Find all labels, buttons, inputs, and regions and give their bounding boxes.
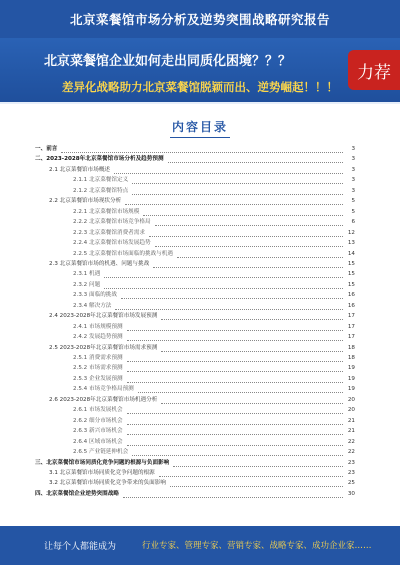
toc-entry[interactable]: [35, 167, 355, 174]
toc-dot-leader: [127, 441, 343, 446]
toc-dot-leader: [127, 430, 343, 435]
toc-entry[interactable]: [35, 146, 355, 153]
toc-entry-label: 2.6.3 新兴市场机会: [73, 428, 123, 435]
toc-dot-leader: [127, 367, 343, 372]
toc-entry[interactable]: [35, 261, 355, 268]
toc-entry-page: 16: [347, 302, 355, 309]
toc-entry-page: 15: [347, 260, 355, 267]
toc-dot-leader: [161, 347, 343, 352]
toc-entry[interactable]: [35, 156, 355, 163]
toc-entry[interactable]: [35, 470, 355, 477]
toc-dot-leader: [127, 326, 343, 331]
toc-entry-page: 15: [347, 271, 355, 278]
toc-entry-label: 四、北京菜餐馆企业逆势突围战略: [35, 490, 119, 497]
toc-entry-label: 三、北京菜餐馆市场同质化竞争问题的根源与负面影响: [35, 459, 170, 466]
toc-entry-page: 22: [347, 449, 355, 456]
toc-dot-leader: [123, 493, 343, 498]
toc-dot-leader: [104, 273, 343, 278]
toc-entry-page: 20: [347, 407, 355, 414]
toc-entry-page: 20: [347, 396, 355, 403]
banner-headline: 北京菜餐馆企业如何走出同质化困境？？？: [44, 54, 292, 69]
toc-entry-label: 2.2.2 北京菜餐馆市场竞争格局: [73, 219, 151, 226]
toc-dot-leader: [170, 482, 343, 487]
toc-entry[interactable]: [35, 271, 355, 278]
toc-entry[interactable]: [35, 449, 355, 456]
toc-entry-page: 14: [347, 250, 355, 257]
toc-dot-leader: [149, 232, 343, 237]
toc-dot-leader: [132, 179, 343, 184]
toc-entry-page: 21: [347, 428, 355, 435]
toc-entry-label: 2.5.3 企业发展预测: [73, 375, 123, 382]
toc-dot-leader: [115, 305, 343, 310]
toc-entry-label: 2.6.4 区域市场机会: [73, 438, 123, 445]
toc-dot-leader: [143, 211, 343, 216]
toc-entry[interactable]: [35, 397, 355, 404]
toc-entry[interactable]: [35, 209, 355, 216]
recommend-badge: 力荐: [348, 50, 400, 90]
toc-entry-page: 21: [347, 417, 355, 424]
toc-dot-leader: [159, 472, 343, 477]
toc-entry-page: 3: [351, 187, 355, 194]
toc-entry-label: 2.2.4 北京菜餐馆市场发展趋势: [73, 240, 151, 247]
toc-entry-page: 3: [351, 177, 355, 184]
toc-dot-leader: [127, 357, 343, 362]
footer-bar: [0, 526, 400, 565]
toc-entry-label: 2.4.1 市场规模预测: [73, 323, 123, 330]
toc-entry[interactable]: [35, 428, 355, 435]
toc-entry-page: 22: [347, 438, 355, 445]
toc-dot-leader: [168, 158, 343, 163]
toc-entry[interactable]: [35, 177, 355, 184]
toc-entry[interactable]: [35, 313, 355, 320]
toc-entry-label: 2.2.5 北京菜餐馆市场面临的挑战与机遇: [73, 250, 173, 257]
toc-entry[interactable]: [35, 219, 355, 226]
toc-entry-page: 19: [347, 365, 355, 372]
toc-entry-page: 3: [351, 156, 355, 163]
toc-entry[interactable]: [35, 345, 355, 352]
toc-entry-label: 2.6.1 市场发展机会: [73, 407, 123, 414]
toc-entry-label: 2.4 2023-2028年北京菜餐馆市场发展预测: [49, 313, 158, 320]
toc-dot-leader: [155, 221, 343, 226]
toc-entry-label: 2.1.1 北京菜餐馆定义: [73, 177, 129, 184]
toc-entry[interactable]: [35, 292, 355, 299]
toc-entry[interactable]: [35, 491, 355, 498]
toc-entry-label: 3.1 北京菜餐馆市场同质化竞争问题的根源: [49, 469, 155, 476]
toc-entry-page: 17: [347, 313, 355, 320]
toc-dot-leader: [132, 190, 343, 195]
toc-dot-leader: [132, 451, 343, 456]
toc-dot-leader: [121, 294, 343, 299]
toc-entry-label: 二、2023-2028年北京菜餐馆市场分析及趋势预测: [35, 156, 164, 163]
toc-entry-label: 一、前言: [35, 146, 58, 152]
toc-entry-page: 12: [347, 229, 355, 236]
toc-entry-page: 5: [351, 198, 355, 205]
toc-entry[interactable]: [35, 240, 355, 247]
toc-entry-label: 2.6 2023-2028年北京菜餐馆市场机遇分析: [49, 396, 158, 403]
toc-entry-page: 6: [351, 219, 355, 226]
toc-entry-label: 2.5.4 市场竞争格局预测: [73, 386, 134, 393]
toc-entry[interactable]: [35, 303, 355, 310]
toc-entry-label: 2.1 北京菜餐馆市场概述: [49, 166, 111, 173]
toc-dot-leader: [153, 263, 343, 268]
toc-dot-leader: [177, 253, 343, 258]
toc-dot-leader: [104, 284, 343, 289]
toc-entry-label: 2.4.2 发展趋势预测: [73, 334, 123, 341]
toc-dot-leader: [127, 336, 343, 341]
toc-entry[interactable]: [35, 365, 355, 372]
toc-dot-leader: [173, 462, 343, 467]
toc-entry[interactable]: [35, 439, 355, 446]
toc-entry[interactable]: [35, 418, 355, 425]
toc-entry-page: 3: [351, 146, 355, 152]
toc-dot-leader: [114, 169, 343, 174]
toc-entry-page: 19: [347, 386, 355, 393]
toc-entry-page: 13: [347, 240, 355, 247]
toc-entry-page: 5: [351, 208, 355, 215]
toc-entry[interactable]: [35, 334, 355, 341]
toc-entry-label: 2.3 北京菜餐馆市场的机遇、问题与挑战: [49, 260, 150, 267]
report-header-bar: [0, 0, 400, 38]
toc-entry-page: 17: [347, 323, 355, 330]
toc-entry[interactable]: [35, 188, 355, 195]
toc-heading: 内容目录: [171, 120, 228, 134]
toc-entry-page: 18: [347, 344, 355, 351]
toc-entry-page: 18: [347, 355, 355, 361]
toc-entry-label: 2.2.1 北京菜餐馆市场规模: [73, 208, 140, 215]
toc-entry-label: 2.3.1 机遇: [73, 271, 101, 278]
toc-dot-leader: [127, 420, 343, 425]
toc-entry[interactable]: [35, 407, 355, 414]
toc-entry-label: 2.3.3 面临的挑战: [73, 292, 117, 299]
toc-entry[interactable]: [35, 324, 355, 331]
toc-entry[interactable]: [35, 386, 355, 393]
toc-entry[interactable]: [35, 198, 355, 205]
toc-entry[interactable]: [35, 251, 355, 258]
toc-dot-leader: [155, 242, 343, 247]
toc-entry-page: 19: [347, 375, 355, 382]
toc-entry[interactable]: [35, 282, 355, 289]
toc-entry-label: 2.5.2 市场需求预测: [73, 365, 123, 372]
toc-dot-leader: [127, 378, 343, 383]
toc-entry-page: 25: [347, 480, 355, 487]
table-of-contents: [35, 146, 355, 502]
toc-entry-page: 30: [347, 490, 355, 497]
toc-entry[interactable]: [35, 355, 355, 362]
toc-entry-page: 3: [351, 166, 355, 173]
toc-entry-label: 2.5.1 消费需求预测: [73, 355, 123, 361]
toc-entry[interactable]: [35, 376, 355, 383]
toc-dot-leader: [161, 315, 343, 320]
toc-entry-page: 17: [347, 334, 355, 341]
toc-entry-label: 3.2 北京菜餐馆市场同质化竞争带来的负面影响: [49, 480, 166, 487]
toc-entry-page: 23: [347, 459, 355, 466]
toc-entry-label: 2.6.5 产业链延伸机会: [73, 449, 129, 456]
toc-heading-divider: [170, 137, 230, 138]
report-title: 北京菜餐馆市场分析及逆势突围战略研究报告: [69, 12, 330, 27]
toc-dot-leader: [138, 388, 343, 393]
toc-entry-page: 16: [347, 292, 355, 299]
toc-entry-label: 2.1.2 北京菜餐馆特点: [73, 187, 129, 194]
toc-entry-label: 2.2.3 北京菜餐馆消费者需求: [73, 229, 145, 236]
footer-slogan-right: 行业专家、管理专家、营销专家、战略专家、成功企业家……: [142, 541, 372, 551]
toc-entry-label: 2.2 北京菜餐馆市场现状分析: [49, 198, 122, 205]
promo-banner: [0, 38, 400, 104]
toc-entry-page: 15: [347, 281, 355, 288]
toc-dot-leader: [61, 148, 343, 153]
toc-dot-leader: [161, 399, 343, 404]
banner-subline: 差异化战略助力北京菜餐馆脱颖而出、逆势崛起！！！: [62, 80, 338, 94]
toc-entry-label: 2.6.2 细分市场机会: [73, 417, 123, 424]
toc-entry-label: 2.5 2023-2028年北京菜餐馆市场需求预测: [49, 344, 158, 351]
toc-dot-leader: [125, 200, 343, 205]
toc-entry-page: 23: [347, 469, 355, 476]
toc-entry-label: 2.3.4 解决方法: [73, 302, 112, 309]
toc-entry[interactable]: [35, 460, 355, 467]
toc-entry-label: 2.3.2 问题: [73, 281, 101, 288]
toc-entry[interactable]: [35, 480, 355, 487]
footer-slogan-left: 让每个人都能成为: [44, 542, 117, 552]
toc-entry[interactable]: [35, 230, 355, 237]
toc-dot-leader: [127, 409, 343, 414]
